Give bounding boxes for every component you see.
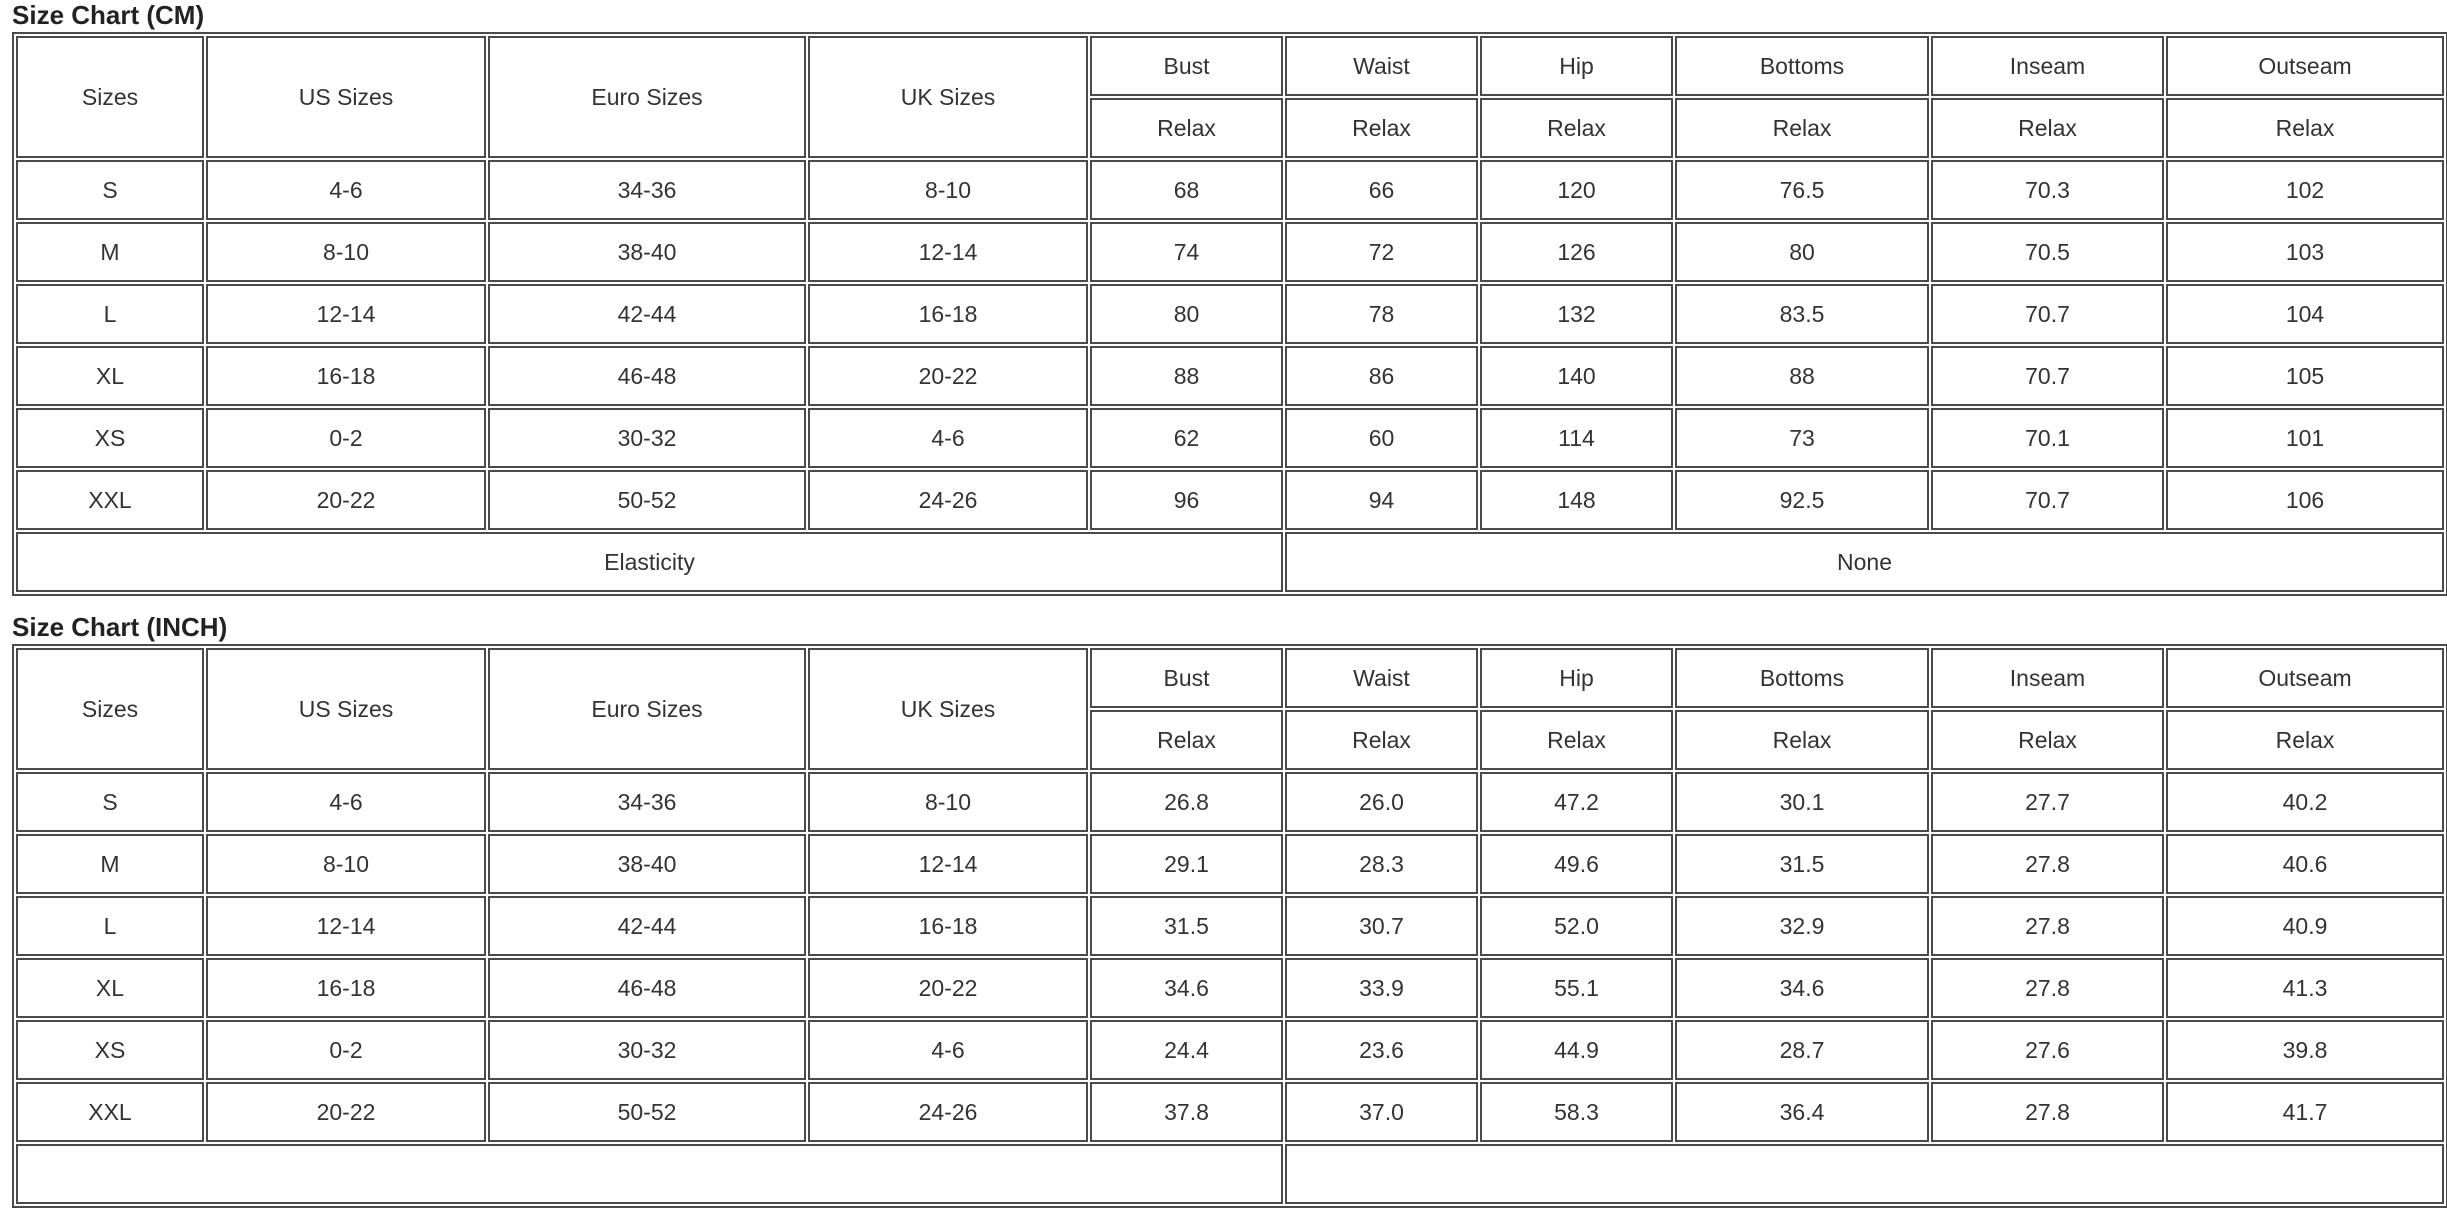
cell-size: XS	[16, 1020, 204, 1080]
cell-hip: 47.2	[1480, 772, 1673, 832]
cell-uk-size: 24-26	[808, 1082, 1088, 1142]
header-bust: Bust	[1090, 36, 1283, 96]
cell-hip: 120	[1480, 160, 1673, 220]
size-chart-cm-table	[12, 32, 2447, 596]
header-row	[16, 648, 2444, 708]
cell-bust: 96	[1090, 470, 1283, 530]
cell-uk-size: 20-22	[808, 346, 1088, 406]
table-row	[16, 1020, 2444, 1080]
cell-bottoms: 83.5	[1675, 284, 1929, 344]
header-bottoms: Bottoms	[1675, 648, 1929, 708]
cell-size: M	[16, 222, 204, 282]
cell-waist: 94	[1285, 470, 1478, 530]
header-uk-sizes: UK Sizes	[808, 36, 1088, 158]
fit-label-outseam: Relax	[2166, 98, 2444, 158]
table-row	[16, 284, 2444, 344]
cell-size: XXL	[16, 470, 204, 530]
header-bottoms: Bottoms	[1675, 36, 1929, 96]
cell-waist: 86	[1285, 346, 1478, 406]
cell-euro-size: 34-36	[488, 772, 806, 832]
cell-waist: 26.0	[1285, 772, 1478, 832]
cell-size: S	[16, 160, 204, 220]
cell-bottoms: 76.5	[1675, 160, 1929, 220]
elasticity-row	[16, 532, 2444, 592]
cell-hip: 126	[1480, 222, 1673, 282]
cell-outseam: 40.9	[2166, 896, 2444, 956]
cell-bust: 68	[1090, 160, 1283, 220]
cell-euro-size: 46-48	[488, 958, 806, 1018]
header-hip: Hip	[1480, 648, 1673, 708]
cell-euro-size: 42-44	[488, 896, 806, 956]
cell-bust: 24.4	[1090, 1020, 1283, 1080]
cell-us-size: 12-14	[206, 896, 486, 956]
cell-uk-size: 16-18	[808, 896, 1088, 956]
cell-waist: 78	[1285, 284, 1478, 344]
cell-bottoms: 36.4	[1675, 1082, 1929, 1142]
elasticity-label: Elasticity	[16, 532, 1283, 592]
cell-outseam: 39.8	[2166, 1020, 2444, 1080]
cell-size: XL	[16, 958, 204, 1018]
cell-hip: 52.0	[1480, 896, 1673, 956]
fit-label-inseam: Relax	[1931, 98, 2164, 158]
header-euro-sizes: Euro Sizes	[488, 648, 806, 770]
cell-outseam: 40.6	[2166, 834, 2444, 894]
cell-euro-size: 38-40	[488, 834, 806, 894]
cell-bottoms: 80	[1675, 222, 1929, 282]
cell-inseam: 70.7	[1931, 346, 2164, 406]
cell-uk-size: 12-14	[808, 834, 1088, 894]
cell-euro-size: 30-32	[488, 408, 806, 468]
fit-label-hip: Relax	[1480, 710, 1673, 770]
header-bust: Bust	[1090, 648, 1283, 708]
header-inseam: Inseam	[1931, 648, 2164, 708]
table-row	[16, 408, 2444, 468]
cell-bottoms: 92.5	[1675, 470, 1929, 530]
fit-label-bottoms: Relax	[1675, 710, 1929, 770]
cell-size: M	[16, 834, 204, 894]
cell-bottoms: 34.6	[1675, 958, 1929, 1018]
cell-euro-size: 50-52	[488, 1082, 806, 1142]
cell-us-size: 0-2	[206, 408, 486, 468]
header-hip: Hip	[1480, 36, 1673, 96]
cell-uk-size: 8-10	[808, 772, 1088, 832]
header-uk-sizes: UK Sizes	[808, 648, 1088, 770]
table-row	[16, 896, 2444, 956]
header-waist: Waist	[1285, 648, 1478, 708]
cell-inseam: 27.7	[1931, 772, 2164, 832]
cell-bust: 29.1	[1090, 834, 1283, 894]
cell-us-size: 20-22	[206, 1082, 486, 1142]
cell-uk-size: 4-6	[808, 1020, 1088, 1080]
cell-bust: 34.6	[1090, 958, 1283, 1018]
header-outseam: Outseam	[2166, 36, 2444, 96]
cell-outseam: 104	[2166, 284, 2444, 344]
cell-waist: 28.3	[1285, 834, 1478, 894]
table-row	[16, 958, 2444, 1018]
cell-bust: 37.8	[1090, 1082, 1283, 1142]
fit-label-waist: Relax	[1285, 710, 1478, 770]
cell-waist: 23.6	[1285, 1020, 1478, 1080]
cell-hip: 44.9	[1480, 1020, 1673, 1080]
header-inseam: Inseam	[1931, 36, 2164, 96]
cell-euro-size: 50-52	[488, 470, 806, 530]
cell-bottoms: 32.9	[1675, 896, 1929, 956]
cell-inseam: 70.3	[1931, 160, 2164, 220]
cell-waist: 33.9	[1285, 958, 1478, 1018]
table-row	[16, 772, 2444, 832]
cell-us-size: 16-18	[206, 346, 486, 406]
table-row	[16, 346, 2444, 406]
cell-us-size: 4-6	[206, 160, 486, 220]
cell-outseam: 41.3	[2166, 958, 2444, 1018]
cell-inseam: 70.5	[1931, 222, 2164, 282]
cell-us-size: 20-22	[206, 470, 486, 530]
cell-hip: 132	[1480, 284, 1673, 344]
cell-waist: 72	[1285, 222, 1478, 282]
cell-inseam: 27.8	[1931, 896, 2164, 956]
cell-bust: 62	[1090, 408, 1283, 468]
size-chart-inch-table	[12, 644, 2447, 1208]
cell-uk-size: 8-10	[808, 160, 1088, 220]
cell-size: S	[16, 772, 204, 832]
cell-euro-size: 34-36	[488, 160, 806, 220]
size-chart-inch-title: Size Chart (INCH)	[12, 612, 228, 642]
cell-outseam: 40.2	[2166, 772, 2444, 832]
cell-bust: 88	[1090, 346, 1283, 406]
cell-hip: 49.6	[1480, 834, 1673, 894]
header-waist: Waist	[1285, 36, 1478, 96]
cell-bust: 80	[1090, 284, 1283, 344]
table-row	[16, 834, 2444, 894]
cell-inseam: 70.7	[1931, 470, 2164, 530]
cell-waist: 66	[1285, 160, 1478, 220]
cell-us-size: 0-2	[206, 1020, 486, 1080]
cell-euro-size: 30-32	[488, 1020, 806, 1080]
cell-inseam: 70.1	[1931, 408, 2164, 468]
size-chart-cm-title: Size Chart (CM)	[12, 0, 205, 30]
cell-size: XXL	[16, 1082, 204, 1142]
table-row	[16, 160, 2444, 220]
cell-outseam: 102	[2166, 160, 2444, 220]
elasticity-label	[16, 1144, 1283, 1204]
cell-uk-size: 12-14	[808, 222, 1088, 282]
cell-us-size: 8-10	[206, 834, 486, 894]
cell-inseam: 27.6	[1931, 1020, 2164, 1080]
cell-inseam: 27.8	[1931, 1082, 2164, 1142]
elasticity-value: None	[1285, 532, 2444, 592]
cell-inseam: 70.7	[1931, 284, 2164, 344]
header-outseam: Outseam	[2166, 648, 2444, 708]
header-sizes: Sizes	[16, 648, 204, 770]
cell-hip: 140	[1480, 346, 1673, 406]
fit-label-hip: Relax	[1480, 98, 1673, 158]
cell-hip: 58.3	[1480, 1082, 1673, 1142]
cell-outseam: 41.7	[2166, 1082, 2444, 1142]
cell-bottoms: 88	[1675, 346, 1929, 406]
cell-outseam: 103	[2166, 222, 2444, 282]
cell-bust: 74	[1090, 222, 1283, 282]
elasticity-value	[1285, 1144, 2444, 1204]
cell-outseam: 106	[2166, 470, 2444, 530]
header-euro-sizes: Euro Sizes	[488, 36, 806, 158]
cell-bottoms: 28.7	[1675, 1020, 1929, 1080]
cell-us-size: 4-6	[206, 772, 486, 832]
fit-label-waist: Relax	[1285, 98, 1478, 158]
header-us-sizes: US Sizes	[206, 36, 486, 158]
cell-euro-size: 46-48	[488, 346, 806, 406]
cell-hip: 148	[1480, 470, 1673, 530]
cell-waist: 30.7	[1285, 896, 1478, 956]
cell-size: L	[16, 284, 204, 344]
cell-waist: 37.0	[1285, 1082, 1478, 1142]
cell-bottoms: 30.1	[1675, 772, 1929, 832]
cell-inseam: 27.8	[1931, 834, 2164, 894]
cell-waist: 60	[1285, 408, 1478, 468]
header-sizes: Sizes	[16, 36, 204, 158]
cell-bust: 31.5	[1090, 896, 1283, 956]
cell-uk-size: 16-18	[808, 284, 1088, 344]
cell-outseam: 101	[2166, 408, 2444, 468]
header-row	[16, 36, 2444, 96]
cell-hip: 114	[1480, 408, 1673, 468]
cell-us-size: 8-10	[206, 222, 486, 282]
cell-size: L	[16, 896, 204, 956]
cell-bust: 26.8	[1090, 772, 1283, 832]
cell-size: XL	[16, 346, 204, 406]
table-body	[16, 772, 2444, 1142]
cell-bottoms: 73	[1675, 408, 1929, 468]
cell-outseam: 105	[2166, 346, 2444, 406]
elasticity-row	[16, 1144, 2444, 1204]
table-row	[16, 222, 2444, 282]
fit-label-bust: Relax	[1090, 98, 1283, 158]
cell-euro-size: 38-40	[488, 222, 806, 282]
fit-label-inseam: Relax	[1931, 710, 2164, 770]
cell-hip: 55.1	[1480, 958, 1673, 1018]
cell-size: XS	[16, 408, 204, 468]
table-body	[16, 160, 2444, 530]
fit-label-bust: Relax	[1090, 710, 1283, 770]
cell-uk-size: 4-6	[808, 408, 1088, 468]
cell-us-size: 12-14	[206, 284, 486, 344]
cell-inseam: 27.8	[1931, 958, 2164, 1018]
cell-uk-size: 20-22	[808, 958, 1088, 1018]
cell-uk-size: 24-26	[808, 470, 1088, 530]
cell-euro-size: 42-44	[488, 284, 806, 344]
fit-label-outseam: Relax	[2166, 710, 2444, 770]
cell-us-size: 16-18	[206, 958, 486, 1018]
fit-label-bottoms: Relax	[1675, 98, 1929, 158]
cell-bottoms: 31.5	[1675, 834, 1929, 894]
table-row	[16, 1082, 2444, 1142]
header-us-sizes: US Sizes	[206, 648, 486, 770]
table-row	[16, 470, 2444, 530]
